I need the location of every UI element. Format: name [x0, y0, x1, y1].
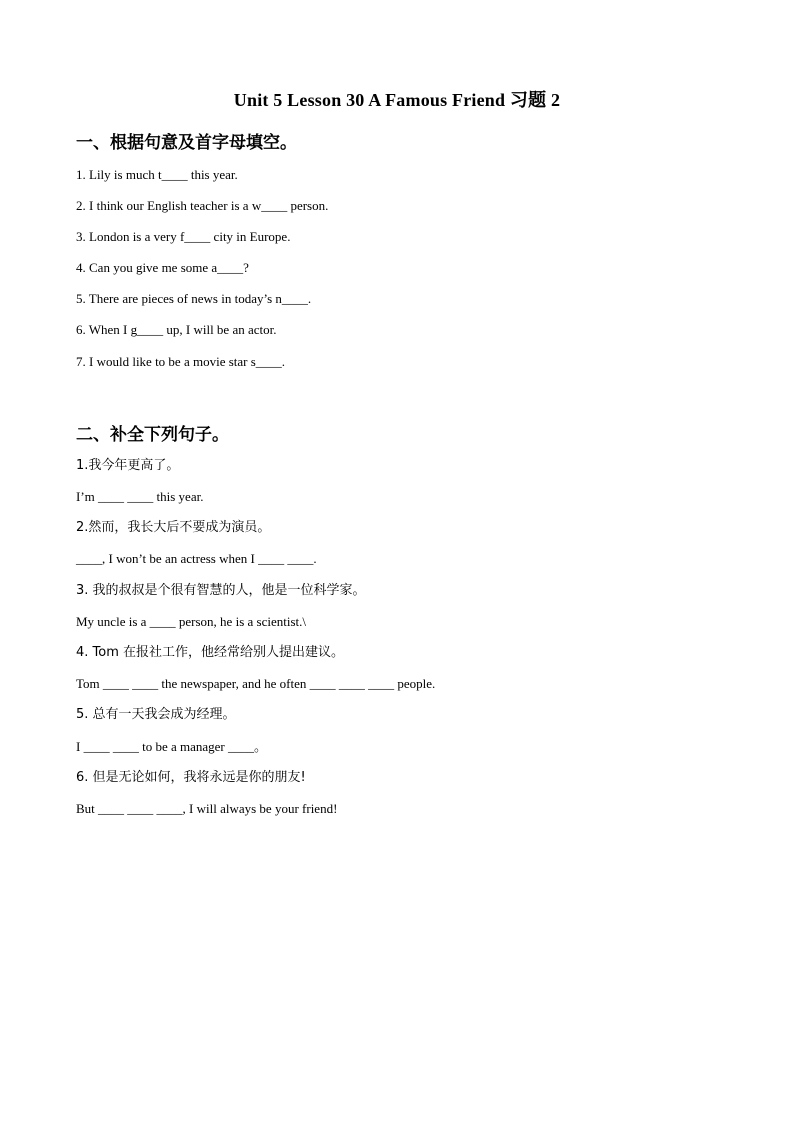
section-2-heading: 二、补全下列句子。: [76, 425, 229, 445]
fill-blank-item-2: 2. I think our English teacher is a w____ person.: [76, 198, 329, 213]
fill-blank-item-5: 5. There are pieces of news in today’s n____.: [76, 291, 312, 306]
sentence-3-english: My uncle is a ____ person, he is a scientist.\: [76, 614, 306, 629]
sentence-6-english: But ____ ____ ____, I will always be your friend!: [76, 801, 338, 816]
sentence-6-chinese: 6. 但是无论如何，我将永远是你的朋友!: [76, 770, 306, 785]
fill-blank-item-1: 1. Lily is much t____ this year.: [76, 167, 238, 182]
sentence-5-chinese: 5. 总有一天我会成为经理。: [76, 707, 236, 722]
sentence-1-chinese: 1.我今年更高了。: [76, 458, 180, 473]
section-1-heading: 一、根据句意及首字母填空。: [76, 133, 297, 153]
fill-blank-item-4: 4. Can you give me some a____?: [76, 260, 249, 275]
sentence-2-chinese: 2.然而，我长大后不要成为演员。: [76, 520, 271, 535]
sentence-4-chinese: 4. Tom 在报社工作，他经常给别人提出建议。: [76, 645, 345, 660]
sentence-4-english: Tom ____ ____ the newspaper, and he often ____ ____ ____ people.: [76, 676, 436, 691]
fill-blank-item-7: 7. I would like to be a movie star s____.: [76, 354, 286, 369]
document-title: Unit 5 Lesson 30 A Famous Friend 习题 2: [233, 90, 561, 110]
sentence-5-english: I ____ ____ to be a manager ____。: [76, 739, 267, 754]
sentence-3-chinese: 3. 我的叔叔是个很有智慧的人，他是一位科学家。: [76, 583, 366, 598]
sentence-2-english: ____, I won’t be an actress when I ____ ____.: [76, 551, 317, 566]
fill-blank-item-3: 3. London is a very f____ city in Europe.: [76, 229, 291, 244]
fill-blank-item-6: 6. When I g____ up, I will be an actor.: [76, 322, 277, 337]
sentence-1-english: I’m ____ ____ this year.: [76, 489, 204, 504]
